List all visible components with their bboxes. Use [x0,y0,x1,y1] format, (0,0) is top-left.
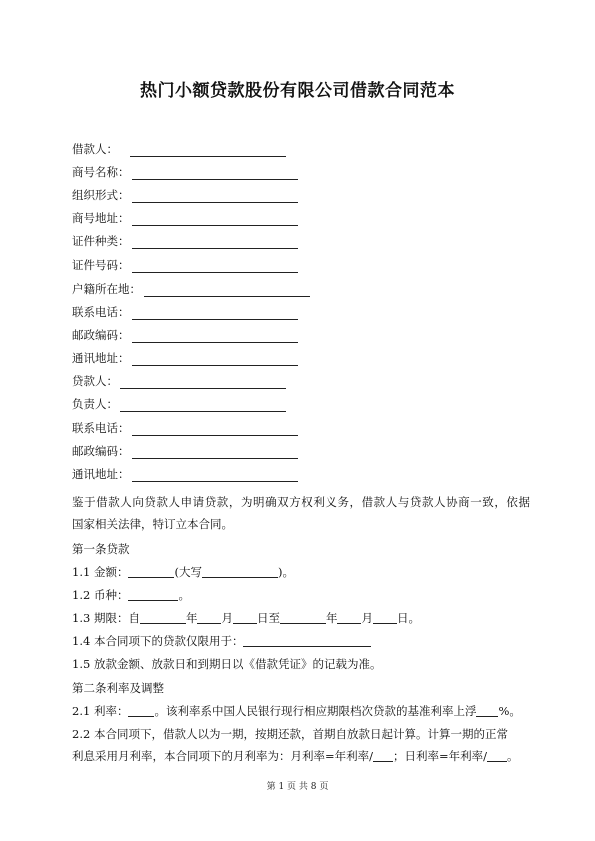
clause-1-1-amount [72,564,294,580]
term-end-month-blank[interactable] [337,611,361,624]
daily-rate-end: 。 [507,749,519,763]
intro-paragraph [72,491,530,535]
term-month: 月 [221,611,233,625]
field-row [72,187,298,203]
daily-rate-blank[interactable] [487,749,507,762]
field-blank-line[interactable] [132,236,299,249]
term-start-day-blank[interactable] [233,611,257,624]
monthly-rate-blank[interactable] [373,749,393,762]
amount-label: 1.1 金额： [72,565,129,579]
term-clause-line-1: 2.2 本合同项下，借款人以为一期，按期还款，首期自放款日起计算。计算一期的正常 [72,727,508,741]
field-blank-line[interactable] [132,190,299,203]
field-row [72,257,298,273]
field-label: 通讯地址： [72,467,130,481]
field-label: 联系电话： [72,305,130,319]
clause-2-1-rate [72,703,521,719]
field-blank-line[interactable] [132,167,299,180]
term-end-year-blank[interactable] [280,611,326,624]
rate-float-blank[interactable] [476,704,498,717]
monthly-rate-text: 利息采用月利率，本合同项下的月利率为：月利率=年利率/ [72,749,374,763]
field-row [72,141,286,157]
amount-close: )。 [277,565,294,579]
field-label: 负责人： [72,397,118,411]
field-label: 联系电话： [72,421,130,435]
field-row [72,304,298,320]
field-row [72,210,298,226]
field-label: 借款人： [72,142,118,156]
currency-label: 1.2 币种： [72,588,129,602]
field-blank-line[interactable] [132,330,299,343]
field-blank-line[interactable] [132,446,299,459]
field-blank-line[interactable] [120,376,286,389]
intro-line-1: 鉴于借款人向贷款人申请贷款，为明确双方权利义务，借款人与贷款人协商一致，依据 [72,495,530,509]
term-month2: 月 [361,611,373,625]
clause-2-2-line-2 [72,748,519,764]
currency-blank[interactable] [128,588,178,601]
field-blank-line[interactable] [132,469,299,482]
field-row [72,466,298,482]
field-row [72,281,310,297]
field-label: 户籍所在地： [72,282,141,296]
rate-text: 。该利率系中国人民银行现行相应期限档次贷款的基准利率上浮 [154,704,477,718]
field-blank-line[interactable] [132,353,299,366]
article-1-heading: 第一条贷款 [72,542,130,556]
field-label: 通讯地址： [72,351,130,365]
daily-rate-text: ；日利率=年利率/ [393,749,488,763]
field-row [72,327,298,343]
field-label: 邮政编码： [72,444,130,458]
usage-blank[interactable] [243,634,371,647]
intro-line-2: 国家相关法律，特订立本合同。 [72,517,233,531]
usage-label: 1.4 本合同项下的贷款仅限用于： [72,634,244,648]
field-row [72,396,286,412]
clause-1-3-term [72,610,420,626]
clause-1-5-release: 1.5 放款金额、放款日和到期日以《借款凭证》的记载为准。 [72,657,382,671]
term-year: 年 [185,611,198,625]
term-start-year-blank[interactable] [140,611,186,624]
field-label: 商号名称： [72,165,130,179]
term-label: 1.3 期限：自 [72,611,140,625]
field-label: 商号地址： [72,211,130,225]
field-blank-line[interactable] [120,399,286,412]
term-start-month-blank[interactable] [197,611,221,624]
field-label: 邮政编码： [72,328,130,342]
article-2-heading: 第二条利率及调整 [72,681,164,695]
amount-open: (大写 [174,565,202,579]
field-row [72,443,298,459]
rate-label: 2.1 利率： [72,704,129,718]
currency-end: 。 [178,588,190,602]
field-blank-line[interactable] [132,307,299,320]
field-blank-line[interactable] [130,144,286,157]
field-row [72,164,298,180]
term-end-day-blank[interactable] [373,611,397,624]
clause-1-4-usage [72,633,371,649]
field-label: 贷款人： [72,374,118,388]
field-label: 组织形式： [72,188,130,202]
field-blank-line[interactable] [144,284,310,297]
term-day-end: 日。 [396,611,420,625]
term-day-to: 日至 [256,611,280,625]
field-label: 证件号码： [72,258,130,272]
field-blank-line[interactable] [132,260,299,273]
field-row [72,233,298,249]
amount-words-blank[interactable] [202,565,278,578]
document-title: 热门小额贷款股份有限公司借款合同范本 [140,81,455,101]
field-row [72,350,298,366]
clause-2-2-line-1 [72,726,530,742]
field-label: 证件种类： [72,234,130,248]
field-blank-line[interactable] [132,423,299,436]
clause-1-2-currency [72,587,190,603]
term-year2: 年 [325,611,338,625]
field-row [72,420,298,436]
field-blank-line[interactable] [132,213,299,226]
amount-blank[interactable] [128,565,174,578]
rate-end: %。 [498,704,521,718]
rate-blank[interactable] [128,704,154,717]
field-row [72,373,286,389]
page-footer: 第 1 页 共 8 页 [266,782,329,792]
